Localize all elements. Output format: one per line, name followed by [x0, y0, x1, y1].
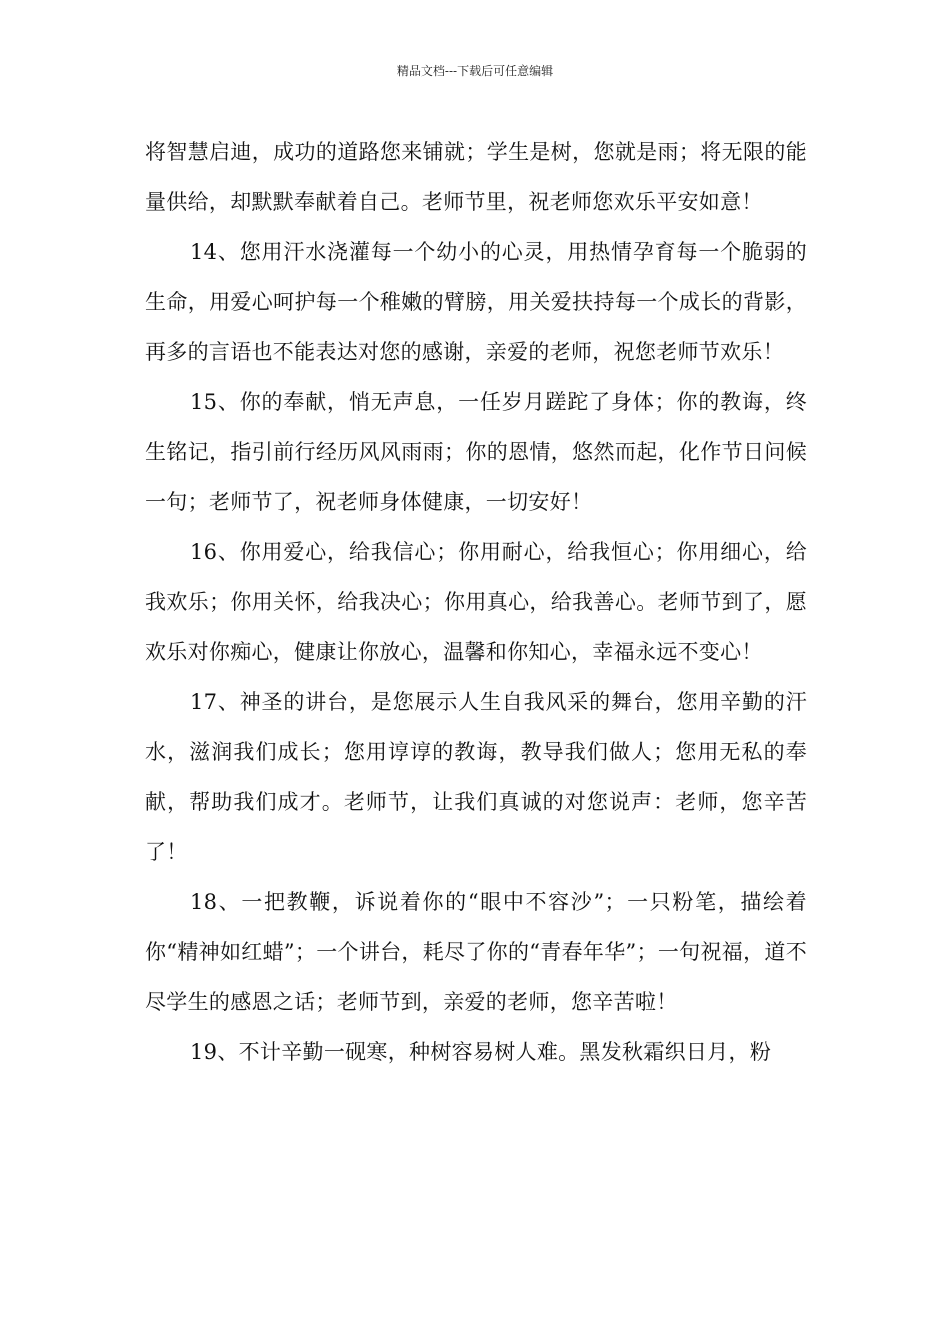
paragraph-18: 18、一把教鞭，诉说着你的“眼中不容沙”；一只粉笔，描绘着你“精神如红蜡”；一个讲台，耗尽了你的“青春年华”；一句祝福，道不尽学生的感恩之话；老师节到，亲爱的老师，您辛苦啦！	[145, 890, 807, 1014]
paragraph-13-continued: 将智慧启迪，成功的道路您来铺就；学生是树，您就是雨；将无限的能量供给，却默默奉献着自己。老师节里，祝老师您欢乐平安如意！	[145, 140, 807, 214]
page-header: 精品文档---下载后可任意编辑	[396, 64, 554, 78]
document-body	[145, 127, 807, 1077]
paragraph-14: 14、您用汗水浇灌每一个幼小的心灵，用热情孕育每一个脆弱的生命，用爱心呵护每一个稚嫩的臂膀，用关爱扶持每一个成长的背影，再多的言语也不能表达对您的感谢，亲爱的老师，祝您老师节欢乐！	[145, 240, 807, 364]
paragraph-15: 15、你的奉献，悄无声息，一任岁月蹉跎了身体；你的教诲，终生铭记，指引前行经历风风雨雨；你的恩情，悠然而起，化作节日问候一句；老师节了，祝老师身体健康，一切安好！	[145, 390, 807, 514]
paragraph-16: 16、你用爱心，给我信心；你用耐心，给我恒心；你用细心，给我欢乐；你用关怀，给我决心；你用真心，给我善心。老师节到了，愿欢乐对你痴心，健康让你放心，温馨和你知心，幸福永远不变心！	[145, 540, 807, 664]
paragraph-19: 19、不计辛勤一砚寒，种树容易树人难。黑发秋霜织日月，粉	[190, 1040, 772, 1064]
paragraph-17: 17、神圣的讲台，是您展示人生自我风采的舞台，您用辛勤的汗水，滋润我们成长；您用谆谆的教诲，教导我们做人；您用无私的奉献，帮助我们成才。老师节，让我们真诚的对您说声：老师，您辛苦了！	[145, 690, 807, 864]
